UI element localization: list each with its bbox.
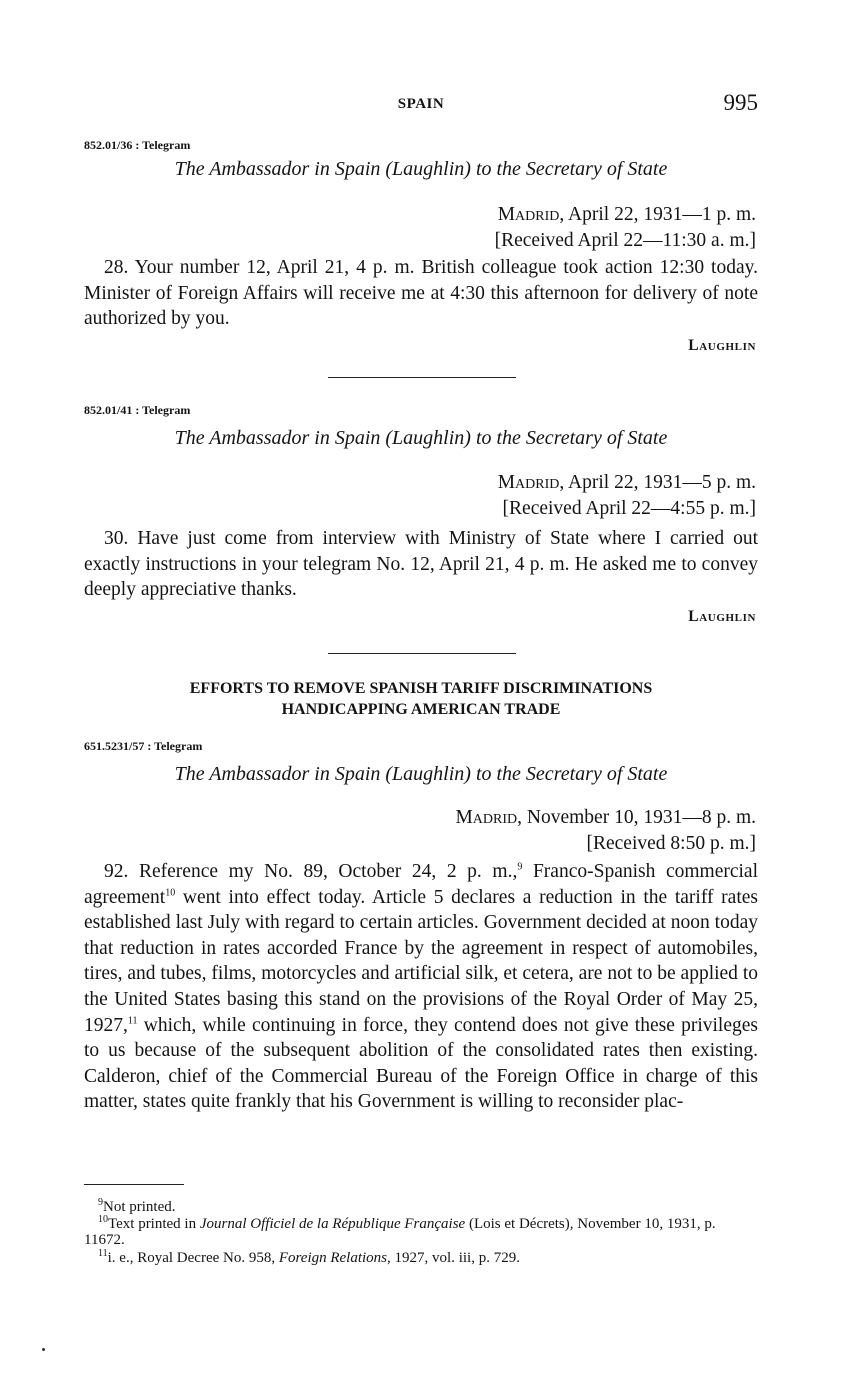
footnote-10 <box>84 1216 758 1248</box>
document-title-2: The Ambassador in Spain (Laughlin) to the Secretary of State <box>174 427 668 449</box>
footnote-ref-10[interactable]: 10 <box>165 887 176 899</box>
telegram-body-3 <box>84 859 758 1115</box>
date-3: , November 10, 1931—8 p. m. <box>517 807 756 828</box>
file-number-2: 852.01/41 : Telegram <box>84 403 191 417</box>
date-sent-1 <box>495 202 756 228</box>
footnote-text-11-pre: i. e., Royal Decree No. 958, <box>107 1250 279 1266</box>
divider-1 <box>328 377 516 378</box>
footnote-mark-9: 9 <box>98 1197 103 1208</box>
footnote-text-10-post: (Lois et Décrets), November 10, 1931, p. 11672. <box>84 1216 716 1248</box>
body-text-3: went into effect today. Article 5 declares a reduction in the tariff rates established last July with regard to certain articles. Government decided at noon today that reduction in rates accorded France by the agreement in respect of automobiles, tires, and tubes, films, motorcycles and artificial silk, et cetera, are not to be applied to the United States basing this stand on the provisions of the Royal Order of May 25, 1927, <box>84 886 758 1036</box>
date-received-1: [Received April 22—11:30 a. m.] <box>494 229 756 251</box>
telegram-body-2: 30. Have just come from interview with Ministry of State where I carried out exactly instructions in your telegram No. 12, April 21, 4 p. m. He asked me to convey deeply appreciative thanks. <box>84 528 758 601</box>
footnote-mark-10: 10 <box>98 1214 108 1225</box>
section-heading <box>84 678 758 720</box>
footnote-text-10-pre: Text printed in <box>108 1216 200 1232</box>
file-number-3: 651.5231/57 : Telegram <box>84 739 203 753</box>
place-2: Madrid <box>497 472 560 493</box>
body-text-1: 92. Reference my No. 89, October 24, 2 p. m., <box>104 861 518 882</box>
file-number-1: 852.01/36 : Telegram <box>84 138 191 152</box>
section-heading-line-1: EFFORTS TO REMOVE SPANISH TARIFF DISCRIMINATIONS <box>189 680 653 697</box>
footnote-11 <box>84 1250 758 1266</box>
footnote-text-10-title: Journal Officiel de la République Française <box>199 1216 466 1232</box>
footnote-mark-11: 11 <box>98 1248 108 1259</box>
document-title-3: The Ambassador in Spain (Laughlin) to the Secretary of State <box>174 763 668 785</box>
date-received-3: [Received 8:50 p. m.] <box>586 832 756 854</box>
page-header <box>84 90 758 120</box>
running-head: SPAIN <box>397 96 445 112</box>
telegram-body-1: 28. Your number 12, April 21, 4 p. m. British colleague took action 12:30 today. Minister of Foreign Affairs will receive me at 4:30 this afternoon for delivery of note authorized by you. <box>84 257 758 330</box>
date-sent-3 <box>455 805 756 831</box>
scan-speck <box>42 1348 45 1351</box>
footnote-ref-11[interactable]: 11 <box>127 1015 138 1027</box>
document-title-1: The Ambassador in Spain (Laughlin) to the Secretary of State <box>174 158 668 180</box>
date-sent-2 <box>498 470 756 496</box>
footnote-ref-9[interactable]: 9 <box>517 861 523 873</box>
signature-2: Laughlin <box>688 608 756 625</box>
dateline-2 <box>498 470 756 521</box>
body-text-4: which, while continuing in force, they contend does not give these privileges to us because of the subsequent abolition of the consolidated rates then existing. Calderon, chief of the Commercial Bureau of the Foreign Office in charge of this matter, states quite frankly that his Government is willing to reconsider plac- <box>84 1014 758 1113</box>
divider-2 <box>328 653 516 654</box>
dateline-3 <box>455 805 756 856</box>
body-text-2: Franco-Spanish commercial agreement <box>84 861 758 908</box>
footnote-text-9: Not printed. <box>103 1199 176 1215</box>
date-received-2: [Received April 22—4:55 p. m.] <box>502 497 756 519</box>
signature-1: Laughlin <box>688 337 756 354</box>
footnote-divider <box>84 1184 184 1185</box>
place-1: Madrid <box>497 204 560 225</box>
date-1: , April 22, 1931—1 p. m. <box>559 204 756 225</box>
footnote-text-11-title: Foreign Relations <box>278 1250 388 1266</box>
place-3: Madrid <box>455 807 518 828</box>
date-2: , April 22, 1931—5 p. m. <box>559 472 756 493</box>
dateline-1 <box>495 202 756 253</box>
section-heading-line-2: HANDICAPPING AMERICAN TRADE <box>281 701 561 718</box>
page-number: 995 <box>723 90 758 115</box>
footnote-text-11-post: , 1927, vol. iii, p. 729. <box>387 1250 520 1266</box>
footnote-9 <box>84 1199 758 1215</box>
